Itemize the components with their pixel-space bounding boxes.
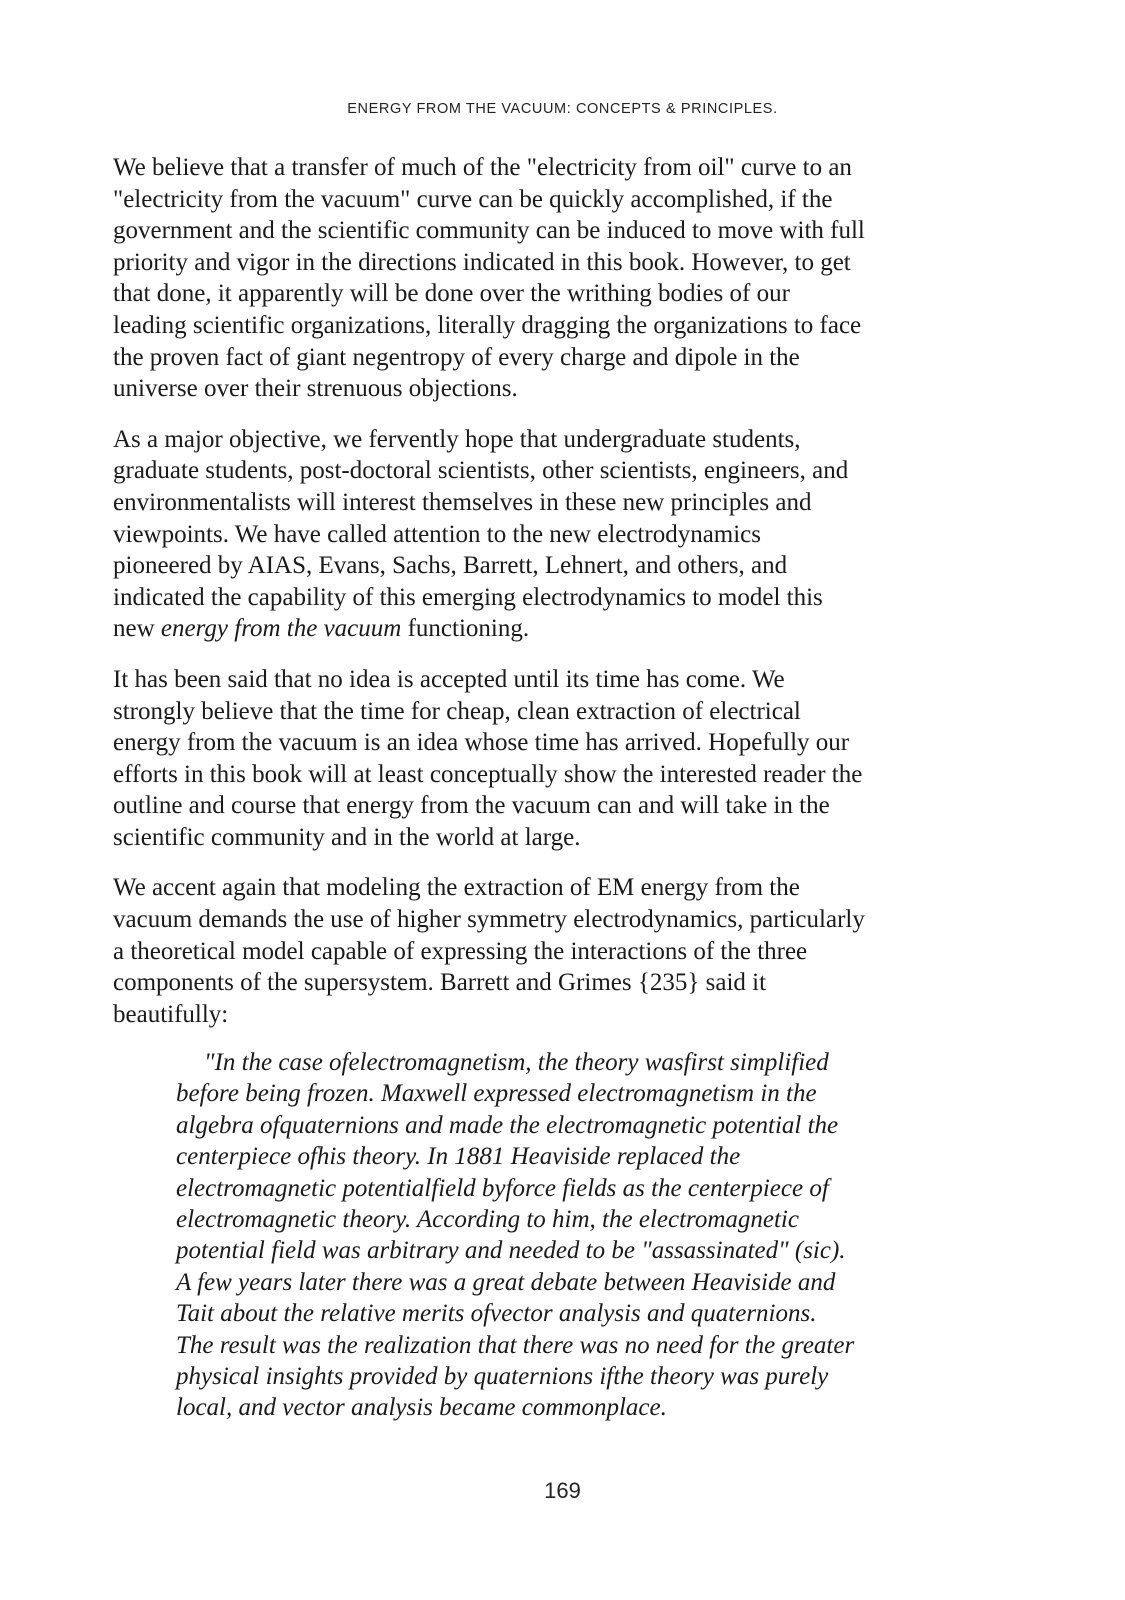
text-line: We accent again that modeling the extraction of EM energy from the (113, 874, 800, 902)
text-line: vacuum demands the use of higher symmetry electrodynamics, particularly (113, 906, 865, 934)
paragraph-3 (113, 664, 973, 854)
italic-phrase: energy from the vacuum (160, 615, 402, 643)
text-line: pioneered by AIAS, Evans, Sachs, Barrett, Lehnert, and others, and (113, 552, 788, 580)
text-line: the proven fact of giant negentropy of every charge and dipole in the (113, 343, 800, 371)
text-line: scientific community and in the world at large. (113, 823, 581, 851)
paragraph-1 (113, 152, 973, 405)
text-line: universe over their strenuous objections. (113, 375, 518, 403)
text-fragment: functioning. (401, 615, 530, 643)
text-line: outline and course that energy from the vacuum can and will take in the (113, 792, 830, 820)
paragraph-2 (113, 424, 973, 645)
text-line: a theoretical model capable of expressing the interactions of the three (113, 937, 808, 965)
quote-line: centerpiece ofhis theory. In 1881 Heaviside replaced the (176, 1143, 741, 1171)
text-fragment: new (113, 615, 161, 643)
body-text (113, 152, 973, 1049)
text-line: that done, it apparently will be done over the writhing bodies of our (113, 280, 790, 308)
text-line: beautifully: (113, 1000, 229, 1028)
text-line: leading scientific organizations, literally dragging the organizations to face (113, 311, 862, 339)
text-line: indicated the capability of this emerging electrodynamics to model this (113, 583, 823, 611)
quote-line: Tait about the relative merits ofvector analysis and quaternions. (176, 1300, 817, 1328)
text-line: viewpoints. We have called attention to the new electrodynamics (113, 520, 762, 548)
quote-line: before being frozen. Maxwell expressed electromagnetism in the (176, 1080, 817, 1108)
text-line: efforts in this book will at least conceptually show the interested reader the (113, 760, 863, 788)
text-line: government and the scientific community can be induced to move with full (113, 217, 865, 245)
page-number: 169 (544, 1478, 581, 1503)
text-line: environmentalists will interest themselves in these new principles and (113, 488, 812, 516)
quote-line: The result was the realization that there was no need for the greater (176, 1331, 855, 1359)
text-line: priority and vigor in the directions indicated in this book. However, to get (113, 248, 851, 276)
running-header: ENERGY FROM THE VACUUM: CONCEPTS & PRINCIPLES. (347, 101, 778, 117)
text-line: It has been said that no idea is accepted until its time has come. We (113, 665, 785, 693)
quote-line: electromagnetic potentialfield byforce fields as the centerpiece of (176, 1174, 829, 1202)
text-line-mixed (113, 613, 973, 645)
text-line: As a major objective, we fervently hope that undergraduate students, (113, 425, 801, 453)
quote-line: A few years later there was a great debate between Heaviside and (176, 1268, 836, 1296)
quote-line: electromagnetic theory. According to him, the electromagnetic (176, 1206, 799, 1234)
quote-line: algebra ofquaternions and made the electromagnetic potential the (176, 1111, 839, 1139)
text-line: We believe that a transfer of much of the "electricity from oil" curve to an (113, 154, 852, 181)
paragraph-4 (113, 872, 973, 1030)
text-line: components of the supersystem. Barrett and Grimes {235} said it (113, 969, 767, 997)
text-line: strongly believe that the time for cheap, clean extraction of electrical (113, 697, 801, 725)
quote-line: local, and vector analysis became commonplace. (176, 1394, 667, 1422)
text-line: energy from the vacuum is an idea whose time has arrived. Hopefully our (113, 729, 850, 757)
text-line: "electricity from the vacuum" curve can be quickly accomplished, if the (113, 185, 833, 213)
quote-line: physical insights provided by quaternions ifthe theory was purely (176, 1363, 829, 1391)
block-quote (176, 1047, 966, 1424)
quote-line: potential field was arbitrary and needed to be "assassinated" (sic). (176, 1237, 846, 1265)
text-line: graduate students, post-doctoral scientists, other scientists, engineers, and (113, 457, 849, 485)
quote-line: "In the case ofelectromagnetism, the theory wasfirst simplified (204, 1049, 829, 1076)
